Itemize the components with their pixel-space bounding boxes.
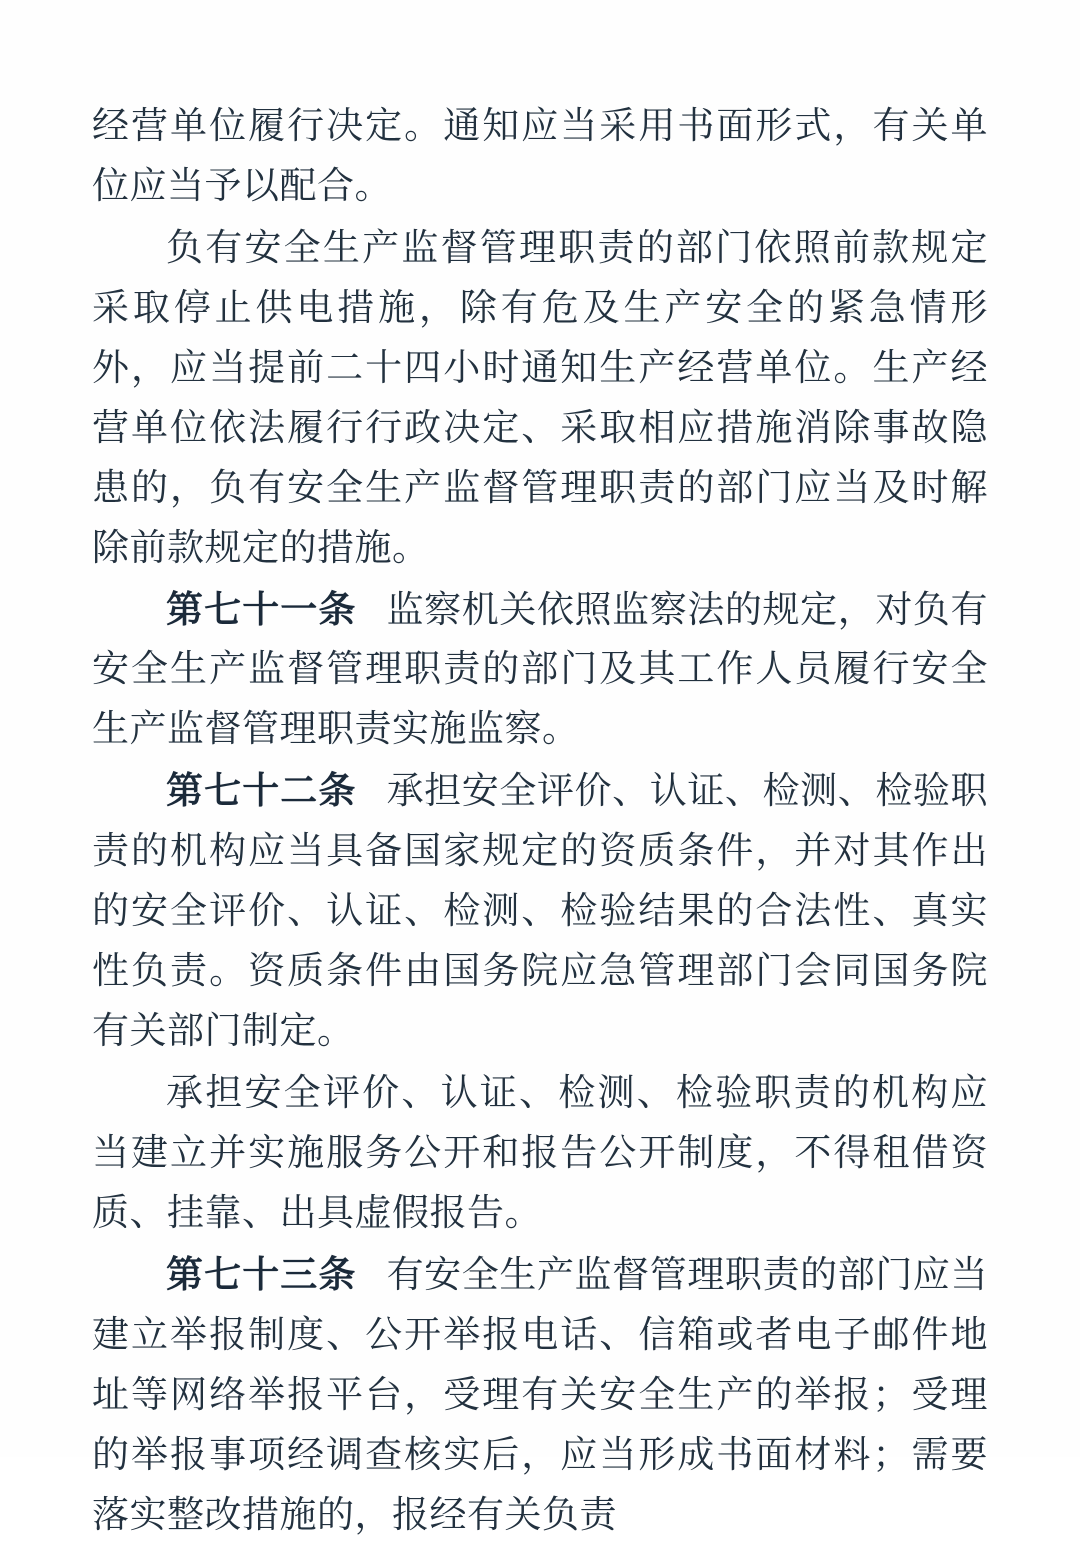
article-number-label: 第七十三条 <box>166 1251 357 1296</box>
article-number-label: 第七十二条 <box>166 768 357 813</box>
article-number-label: 第七十一条 <box>166 586 357 631</box>
article-paragraph <box>92 761 988 1061</box>
paragraph-text: 有安全生产监督管理职责的部门应当建立举报制度、公开举报电话、信箱或者电子邮件地址等网络举报平台，受理有关安全生产的举报；受理的举报事项经调查核实后，应当形成书面材料；需要落实整改措施的，报经有关负责 <box>92 1252 989 1536</box>
paragraph <box>92 1063 988 1243</box>
paragraph-text: 承担安全评价、认证、检测、检验职责的机构应当建立并实施服务公开和报告公开制度，不得租借资质、挂靠、出具虚假报告。 <box>92 1071 988 1234</box>
paragraph-text: 负有安全生产监督管理职责的部门依照前款规定采取停止供电措施，除有危及生产安全的紧急情形外，应当提前二十四小时通知生产经营单位。生产经营单位依法履行行政决定、采取相应措施消除事故隐患的，负有安全生产监督管理职责的部门应当及时解除前款规定的措施。 <box>92 225 988 569</box>
article-paragraph <box>92 1245 988 1545</box>
paragraph-text: 承担安全评价、认证、检测、检验职责的机构应当具备国家规定的资质条件，并对其作出的安全评价、认证、检测、检验结果的合法性、真实性负责。资质条件由国务院应急管理部门会同国务院有关部门制定。 <box>92 769 989 1053</box>
paragraph <box>92 218 988 578</box>
paragraph-text: 经营单位履行决定。通知应当采用书面形式，有关单位应当予以配合。 <box>92 104 988 207</box>
paragraph <box>92 96 988 216</box>
document-body <box>92 96 988 1545</box>
paragraph-text: 监察机关依照监察法的规定，对负有安全生产监督管理职责的部门及其工作人员履行安全生产监督管理职责实施监察。 <box>92 587 989 751</box>
article-paragraph <box>92 580 988 760</box>
